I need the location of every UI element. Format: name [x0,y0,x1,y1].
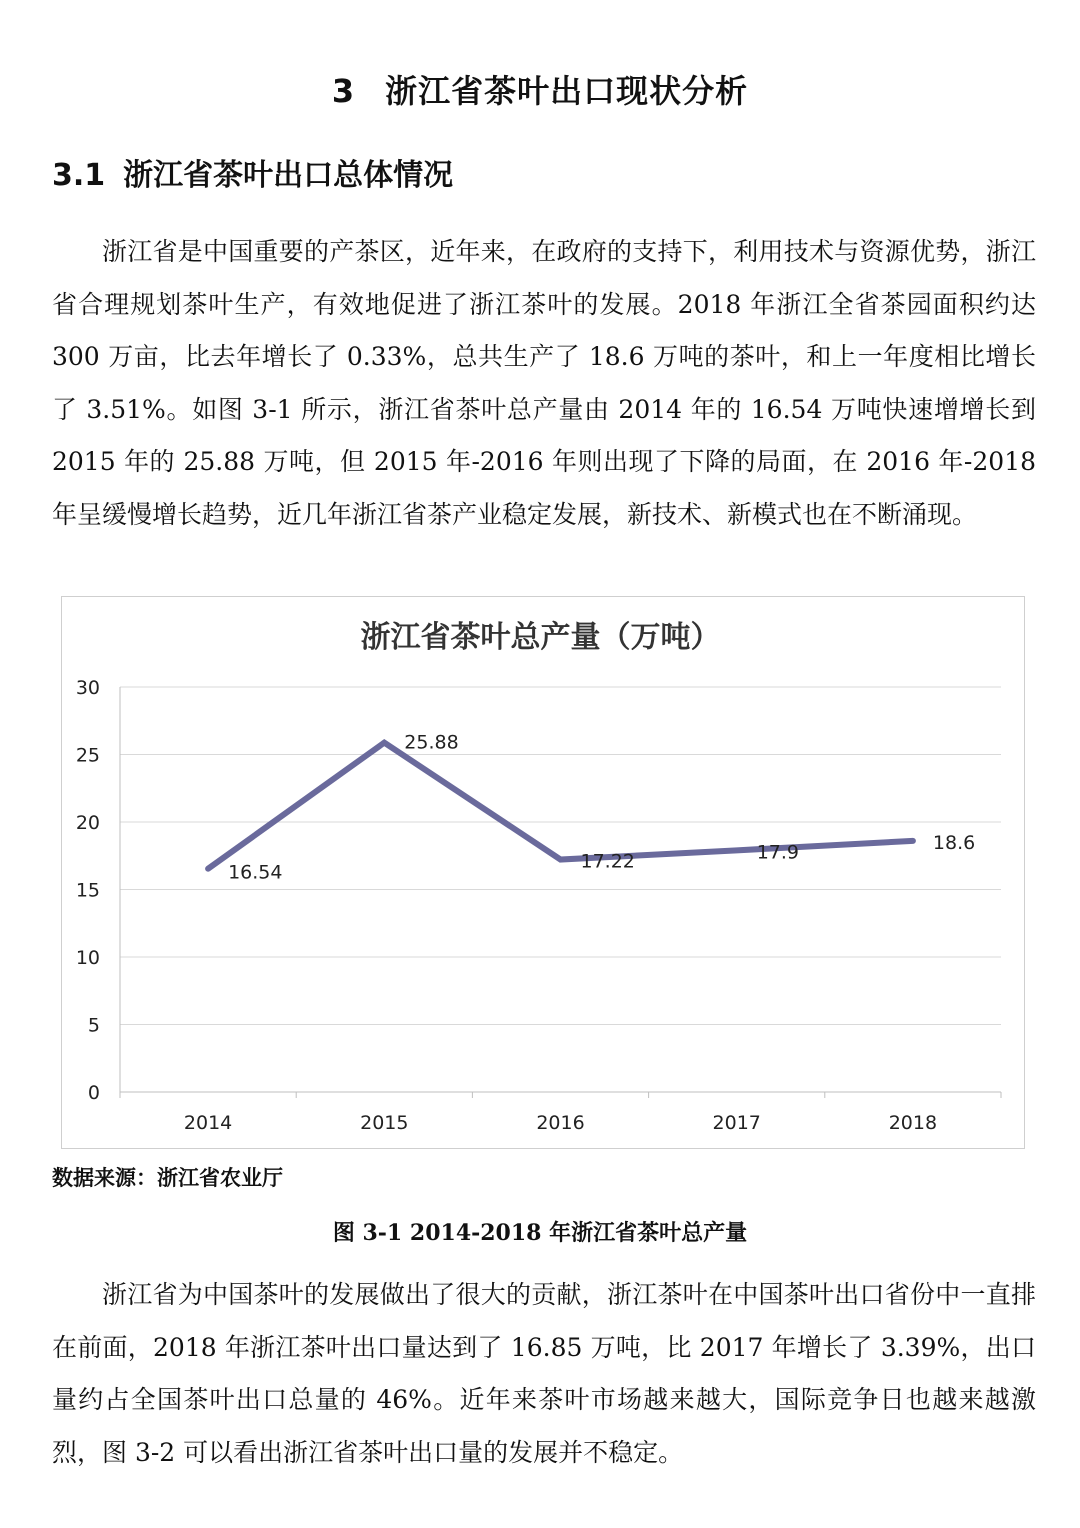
y-tick-label-25: 25 [75,744,100,767]
x-tick-label-2016: 2016 [536,1112,585,1134]
subsection-heading [52,150,453,194]
section-title: 浙江省茶叶出口现状分析 [385,72,749,110]
y-tick-label-10: 10 [75,947,100,969]
section-heading [0,66,1080,112]
x-tick-label-2014: 2014 [183,1112,233,1134]
chart-canvas [62,597,1024,1148]
x-tick-label-2017: 2017 [712,1112,761,1134]
y-tick-label-5: 5 [87,1014,100,1037]
data-label-2014: 16.54 [228,861,283,884]
x-tick-label-2018: 2018 [888,1112,938,1134]
data-source-note: 数据来源：浙江省农业厅 [52,1166,283,1190]
data-label-2016: 17.22 [580,850,635,873]
section-number: 3 [331,72,356,110]
series-line [208,743,913,869]
chart-title: 浙江省茶叶总产量（万吨） [360,620,721,655]
y-tick-label-20: 20 [75,812,100,834]
figure-caption: 图 3-1 2014-2018 年浙江省茶叶总产量 [332,1220,748,1246]
y-tick-label-0: 0 [87,1082,100,1104]
data-label-2015: 25.88 [404,731,459,754]
body-paragraph-1: 浙江省是中国重要的产茶区，近年来，在政府的支持下，利用技术与资源优势，浙江省合理规划茶叶生产，有效地促进了浙江茶叶的发展。2018 年浙江全省茶园面积约达 300 万亩，比去年增长了 0.33%，总共生产了 18.6 万吨的茶叶，和上一年度相比增长了 3.51%。如图 3-1 所示，浙江省茶叶总产量由 2014 年的 16.54 万吨快速增增长到 2015 年的 25.88 万吨，但 2015 年-2016 年则出现了下降的局面，在 2016 年-2018 年呈缓慢增长趋势，近几年浙江省茶产业稳定发展，新技术、新模式也在不断涌现。 [52,237,1036,529]
body-paragraph-2: 浙江省为中国茶叶的发展做出了很大的贡献，浙江茶叶在中国茶叶出口省份中一直排在前面，2018 年浙江茶叶出口量达到了 16.85 万吨，比 2017 年增长了 3.39%，出口量约占全国茶叶出口总量的 46%。近年来茶叶市场越来越大，国际竞争日也越来越激烈，图 3-2 可以看出浙江省茶叶出口量的发展并不稳定。 [52,1280,1036,1467]
y-tick-label-15: 15 [75,879,100,902]
x-tick-label-2015: 2015 [360,1112,409,1134]
data-label-2018: 18.6 [932,831,976,854]
subsection-title: 浙江省茶叶出口总体情况 [123,158,454,193]
y-tick-label-30: 30 [75,677,100,699]
line-chart [61,596,1025,1149]
data-label-2017: 17.9 [756,841,800,864]
subsection-number: 3.1 [52,158,106,193]
